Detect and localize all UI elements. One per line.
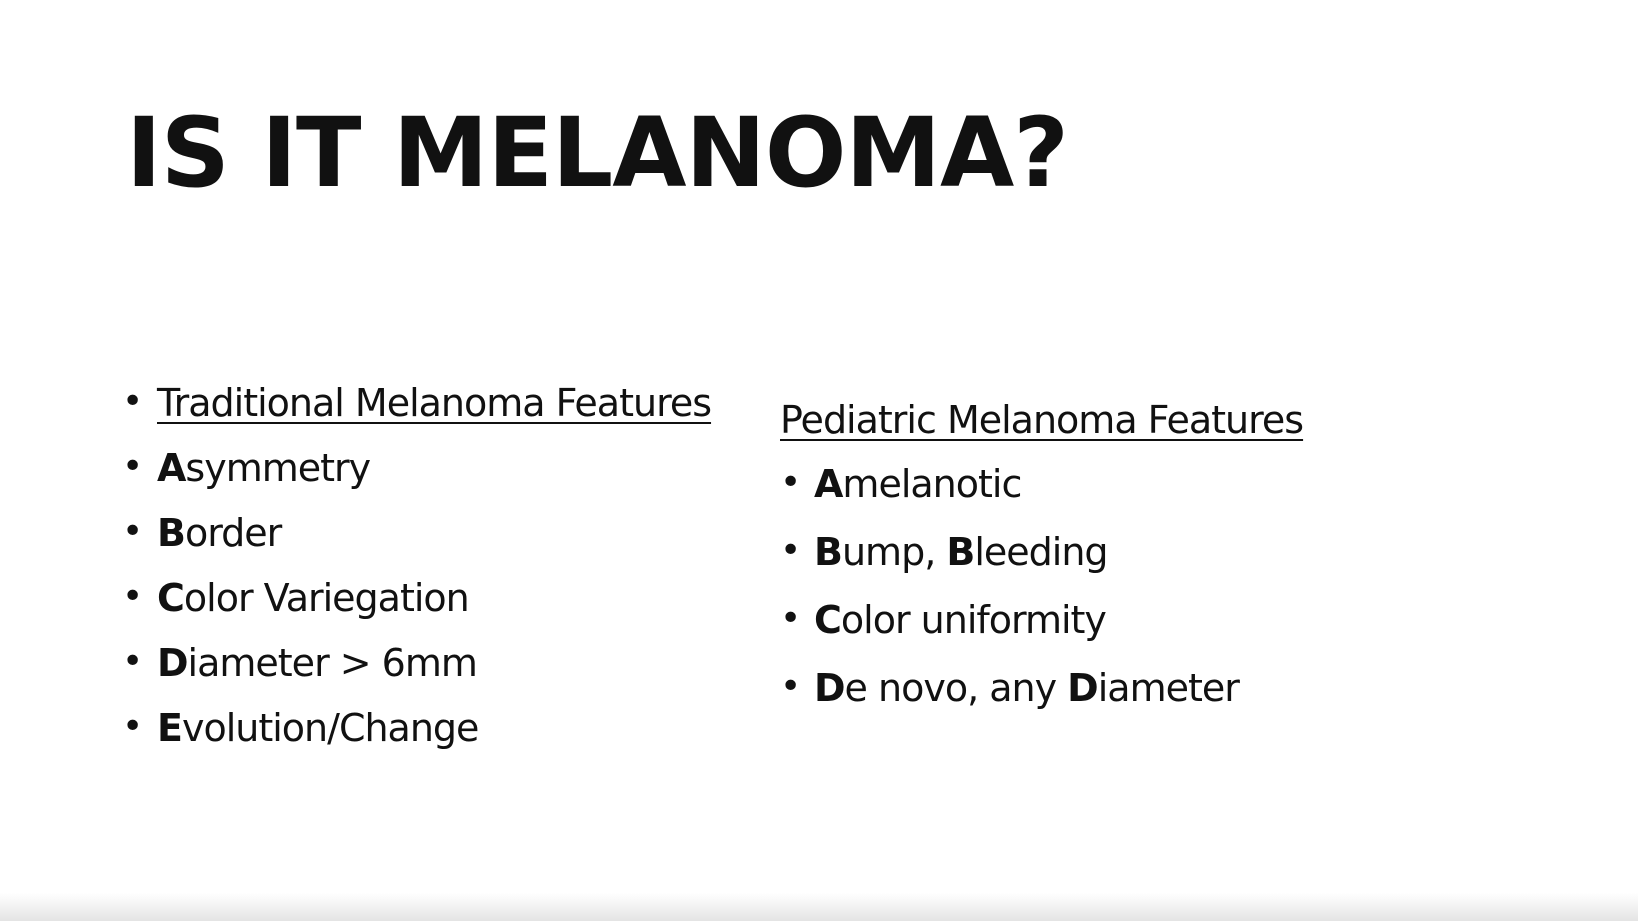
list-heading-item — [122, 381, 712, 449]
item-text: order — [184, 511, 282, 555]
list-item — [122, 511, 711, 579]
item-text: olor Variegation — [183, 576, 469, 620]
item-text: volution/Change — [181, 706, 479, 750]
bottom-fade — [0, 893, 1638, 921]
mnemonic-letter: D — [157, 641, 188, 685]
list-item — [780, 666, 1239, 737]
item-text: ump, — [841, 530, 947, 574]
item-text: iameter — [1097, 666, 1239, 710]
list-item — [780, 530, 1239, 601]
slide-title: IS IT MELANOMA? — [126, 97, 1068, 209]
list-item — [122, 576, 711, 644]
bullet-icon: • — [780, 462, 801, 503]
traditional-features-list — [122, 381, 712, 774]
list-item — [780, 462, 1239, 533]
mnemonic-letter: B — [814, 530, 842, 574]
bullet-icon: • — [122, 641, 143, 682]
item-text: e novo, any — [844, 666, 1068, 710]
list-item — [122, 446, 711, 514]
mnemonic-letter: B — [157, 511, 185, 555]
list-item — [122, 706, 711, 774]
item-text: olor uniformity — [840, 598, 1106, 642]
item-text: iameter > 6mm — [187, 641, 477, 685]
mnemonic-letter: D — [1067, 666, 1098, 710]
bullet-icon: • — [122, 576, 143, 617]
bullet-icon: • — [122, 706, 143, 747]
bullet-icon: • — [780, 598, 801, 639]
traditional-features-heading: Traditional Melanoma Features — [157, 381, 712, 425]
bullet-icon: • — [122, 511, 143, 552]
mnemonic-letter: C — [157, 576, 184, 620]
list-item — [780, 598, 1239, 669]
bullet-icon: • — [122, 446, 143, 487]
bullet-icon: • — [122, 381, 143, 422]
mnemonic-letter: A — [157, 446, 186, 490]
mnemonic-letter: C — [814, 598, 841, 642]
mnemonic-letter: E — [157, 706, 182, 750]
item-text: melanotic — [842, 462, 1022, 506]
mnemonic-letter: A — [814, 462, 843, 506]
mnemonic-letter: B — [946, 530, 975, 574]
bullet-icon: • — [780, 530, 801, 571]
mnemonic-letter: D — [814, 666, 845, 710]
bullet-icon: • — [780, 666, 801, 707]
list-item — [122, 641, 711, 709]
pediatric-features-list — [780, 462, 1239, 737]
pediatric-features-heading: Pediatric Melanoma Features — [780, 398, 1304, 442]
item-text: symmetry — [185, 446, 371, 490]
item-text: leeding — [974, 530, 1108, 574]
